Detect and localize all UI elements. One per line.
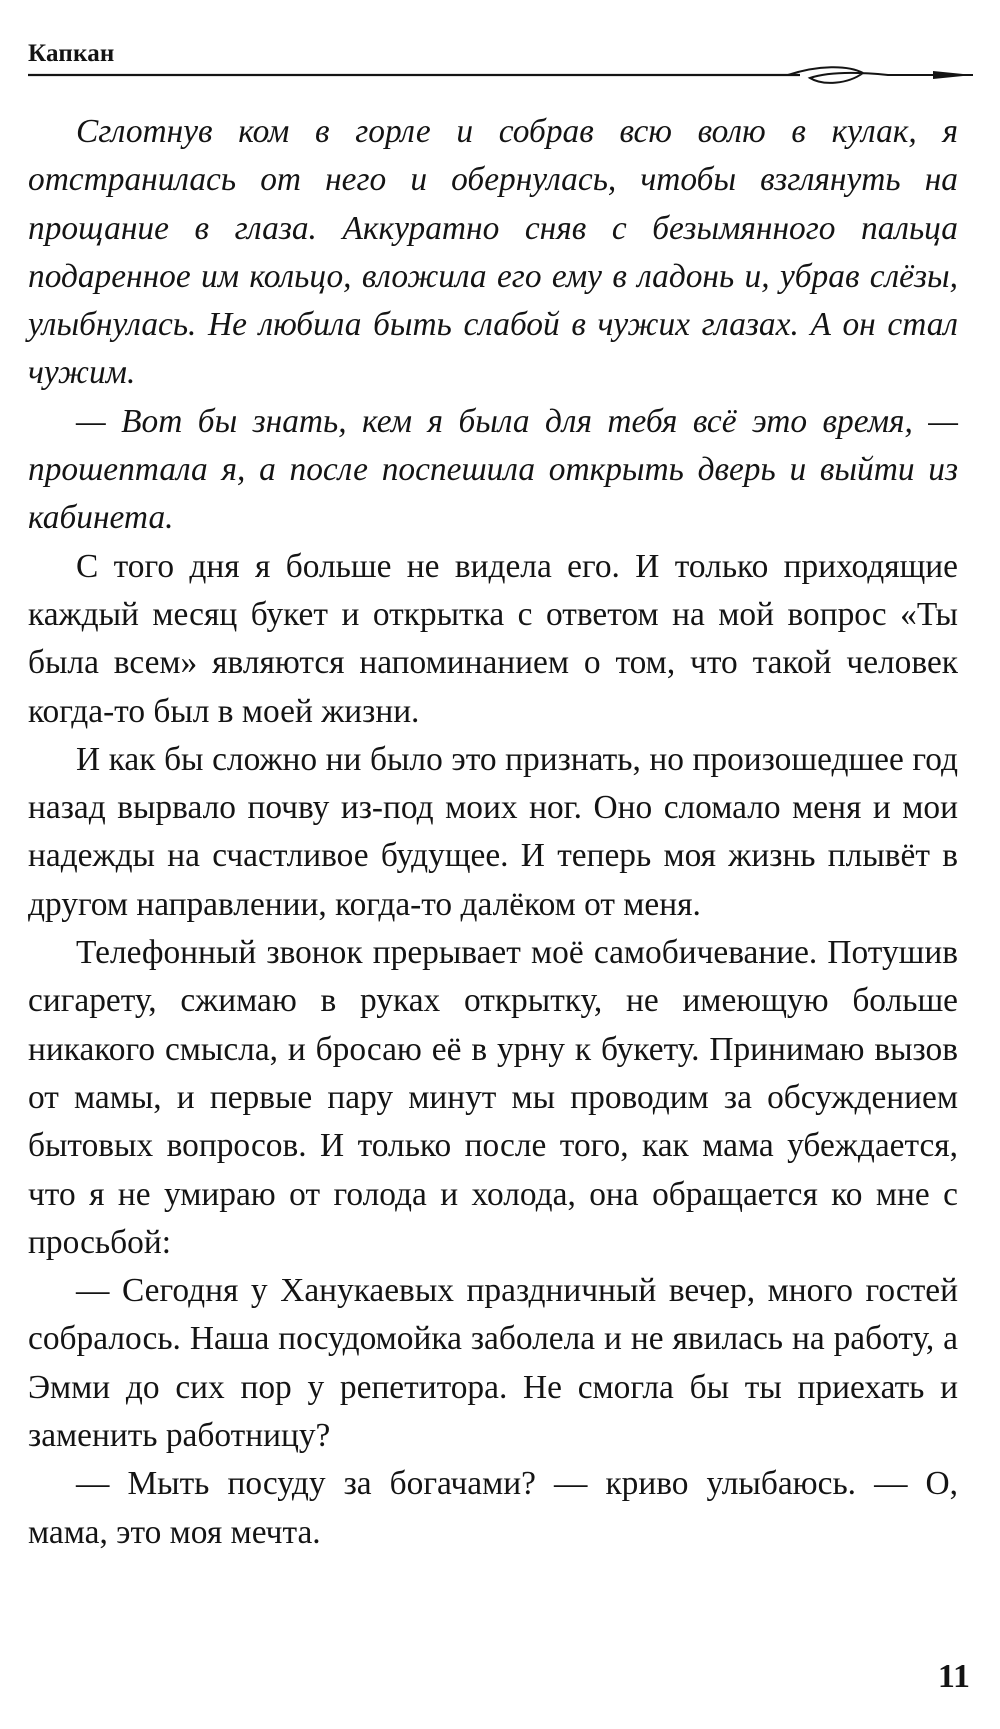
- page-number: 11: [937, 1658, 970, 1695]
- paragraph-3: С того дня я больше не видела его. И только приходящие каждый месяц букет и открытка с ответом на мой вопрос «Ты была всем» являются напоминанием о том, что такой человек когда-то был в моей жизни.: [28, 547, 958, 730]
- body-text: [28, 108, 958, 1557]
- paragraph-italic-1: Сглотнув ком в горле и собрав всю волю в кулак, я отстранилась от него и обернулась, чтобы взглянуть на прощание в глаза. Аккуратно сняв с безымянного пальца подаренное им кольцо, вложила его ему в ладонь и, убрав слёзы, улыбнулась. Не любила быть слабой в чужих глазах. А он стал чужим.: [28, 113, 958, 392]
- paragraph-5: Телефонный звонок прерывает моё самобичевание. Потушив сигарету, сжимаю в руках открытку, не имеющую больше никакого смысла, и бросаю её в урну к букету. Принимаю вызов от мамы, и первые пару минут мы проводим за обсуждением бытовых вопросов. И только после того, как мама убеждается, что я не умираю от голода и холода, она обращается ко мне с просьбой:: [28, 934, 958, 1261]
- paragraph-italic-2: — Вот бы знать, кем я была для тебя всё это время, — прошептала я, а после поспешила открыть дверь и выйти из кабинета.: [28, 402, 958, 537]
- header-rule-ornament: [28, 66, 973, 96]
- running-head-title: Капкан: [28, 40, 115, 67]
- paragraph-6: — Сегодня у Ханукаевых праздничный вечер, много гостей собралось. Наша посудомойка заболела и не явилась на работу, а Эмми до сих пор у репетитора. Не смогла бы ты приехать и заменить работницу?: [28, 1272, 958, 1455]
- paragraph-7: — Мыть посуду за богачами? — криво улыбаюсь. — О, мама, это моя мечта.: [28, 1465, 958, 1551]
- paragraph-4: И как бы сложно ни было это признать, но произошедшее год назад вырвало почву из-под моих ног. Оно сломало меня и мои надежды на счастливое будущее. И теперь моя жизнь плывёт в другом направлении, когда-то далёком от меня.: [28, 740, 958, 923]
